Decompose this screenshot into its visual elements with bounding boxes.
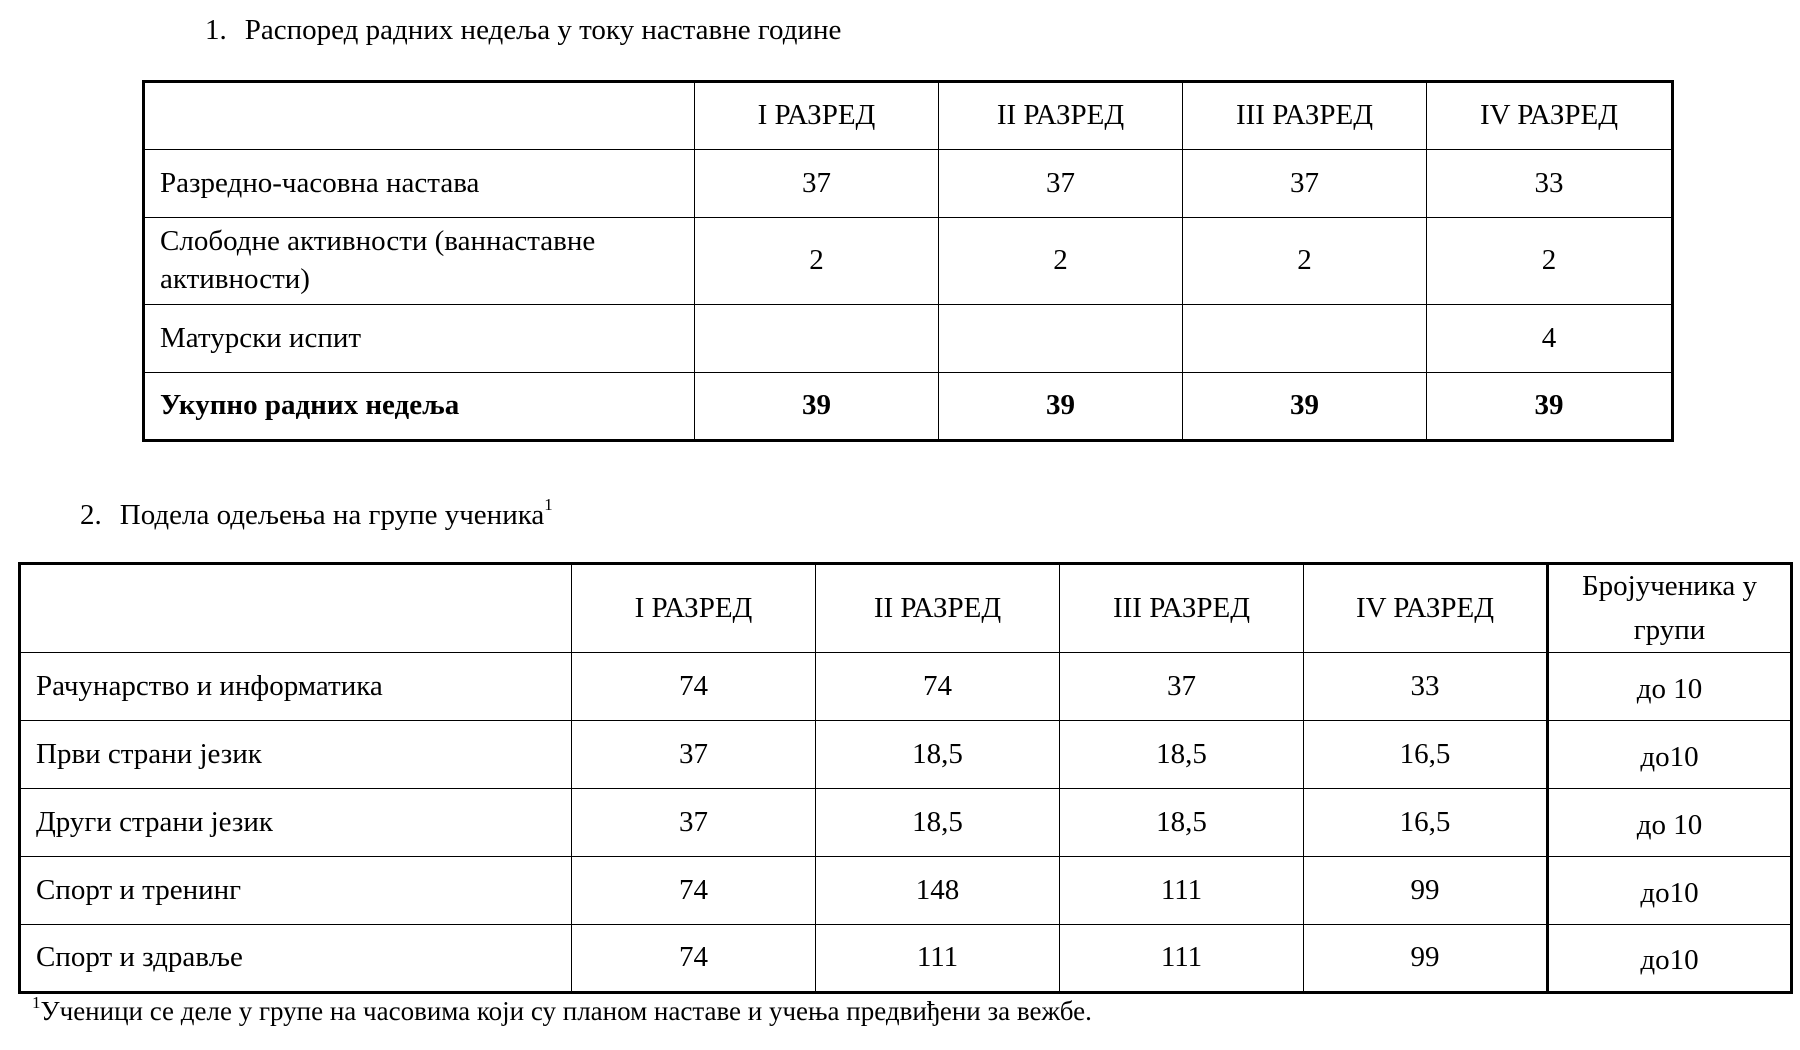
- cell-value: 99: [1304, 925, 1548, 993]
- header-grade-2: II РАЗРЕД: [939, 82, 1183, 150]
- cell-value: 74: [572, 653, 816, 721]
- row-label: Рачунарство и информатика: [20, 653, 572, 721]
- section-2-title-text: Подела одељења на групе ученика: [119, 499, 545, 531]
- cell-value: 2: [939, 218, 1183, 305]
- footnote: [32, 994, 1092, 1025]
- header-grade-1: I РАЗРЕД: [572, 564, 816, 653]
- header-grade-3: III РАЗРЕД: [1060, 564, 1304, 653]
- cell-value: 18,5: [1060, 789, 1304, 857]
- header-grade-4: IV РАЗРЕД: [1427, 82, 1673, 150]
- row-label: Матурски испит: [144, 305, 695, 373]
- cell-value: 37: [1060, 653, 1304, 721]
- cell-value: 39: [695, 373, 939, 441]
- cell-value: 18,5: [816, 721, 1060, 789]
- section-2-title: [80, 496, 553, 530]
- table-row: [144, 305, 1673, 373]
- cell-value: 39: [1427, 373, 1673, 441]
- table-row: [20, 653, 1792, 721]
- group-size-cell: до10: [1548, 721, 1792, 789]
- cell-value: [695, 305, 939, 373]
- table-row: [144, 150, 1673, 218]
- student-groups-table: [18, 562, 1793, 994]
- cell-value: 18,5: [1060, 721, 1304, 789]
- cell-value: 16,5: [1304, 789, 1548, 857]
- cell-value: 111: [1060, 925, 1304, 993]
- footnote-mark: 1: [32, 993, 41, 1012]
- row-label: Спорт и тренинг: [20, 857, 572, 925]
- row-label: Разредно-часовна настава: [144, 150, 695, 218]
- cell-value: 4: [1427, 305, 1673, 373]
- row-label: Други страни језик: [20, 789, 572, 857]
- group-size-cell: до 10: [1548, 653, 1792, 721]
- cell-value: 33: [1427, 150, 1673, 218]
- header-cell-empty: [144, 82, 695, 150]
- row-label: Спорт и здравље: [20, 925, 572, 993]
- table-row: [20, 721, 1792, 789]
- cell-value: 111: [816, 925, 1060, 993]
- table-row: [20, 925, 1792, 993]
- row-label: Укупно радних недеља: [144, 373, 695, 441]
- table-header-row: [144, 82, 1673, 150]
- cell-value: 74: [572, 925, 816, 993]
- cell-value: 37: [1183, 150, 1427, 218]
- table-row: [144, 218, 1673, 305]
- cell-value: 33: [1304, 653, 1548, 721]
- section-2-number: 2.: [80, 499, 102, 531]
- table-row: [20, 857, 1792, 925]
- cell-value: 2: [1427, 218, 1673, 305]
- cell-value: 74: [816, 653, 1060, 721]
- group-size-cell: до 10: [1548, 789, 1792, 857]
- cell-value: 18,5: [816, 789, 1060, 857]
- section-1-title: [205, 16, 841, 45]
- cell-value: 39: [939, 373, 1183, 441]
- cell-value: 99: [1304, 857, 1548, 925]
- footnote-reference: 1: [544, 495, 553, 514]
- group-size-cell: до10: [1548, 857, 1792, 925]
- cell-value: 37: [939, 150, 1183, 218]
- table-header-row: [20, 564, 1792, 653]
- header-cell-empty: [20, 564, 572, 653]
- working-weeks-table: [142, 80, 1674, 442]
- cell-value: 74: [572, 857, 816, 925]
- cell-value: [939, 305, 1183, 373]
- cell-value: 37: [572, 789, 816, 857]
- header-students-per-group: Бројученика у групи: [1548, 564, 1792, 653]
- cell-value: [1183, 305, 1427, 373]
- section-1-title-text: Распоред радних недеља у току наставне године: [244, 14, 842, 46]
- group-size-cell: до10: [1548, 925, 1792, 993]
- cell-value: 148: [816, 857, 1060, 925]
- header-grade-4: IV РАЗРЕД: [1304, 564, 1548, 653]
- table-row: [20, 789, 1792, 857]
- cell-value: 16,5: [1304, 721, 1548, 789]
- section-1-number: 1.: [205, 14, 227, 46]
- header-grade-1: I РАЗРЕД: [695, 82, 939, 150]
- cell-value: 2: [1183, 218, 1427, 305]
- cell-value: 37: [572, 721, 816, 789]
- footnote-text: Ученици се деле у групе на часовима који су планом наставе и учења предвиђени за вежбе.: [40, 996, 1092, 1026]
- cell-value: 37: [695, 150, 939, 218]
- header-grade-3: III РАЗРЕД: [1183, 82, 1427, 150]
- cell-value: 2: [695, 218, 939, 305]
- header-grade-2: II РАЗРЕД: [816, 564, 1060, 653]
- cell-value: 39: [1183, 373, 1427, 441]
- cell-value: 111: [1060, 857, 1304, 925]
- row-label: Слободне активности (ваннаставне активности): [144, 218, 695, 305]
- row-label: Први страни језик: [20, 721, 572, 789]
- table-total-row: [144, 373, 1673, 441]
